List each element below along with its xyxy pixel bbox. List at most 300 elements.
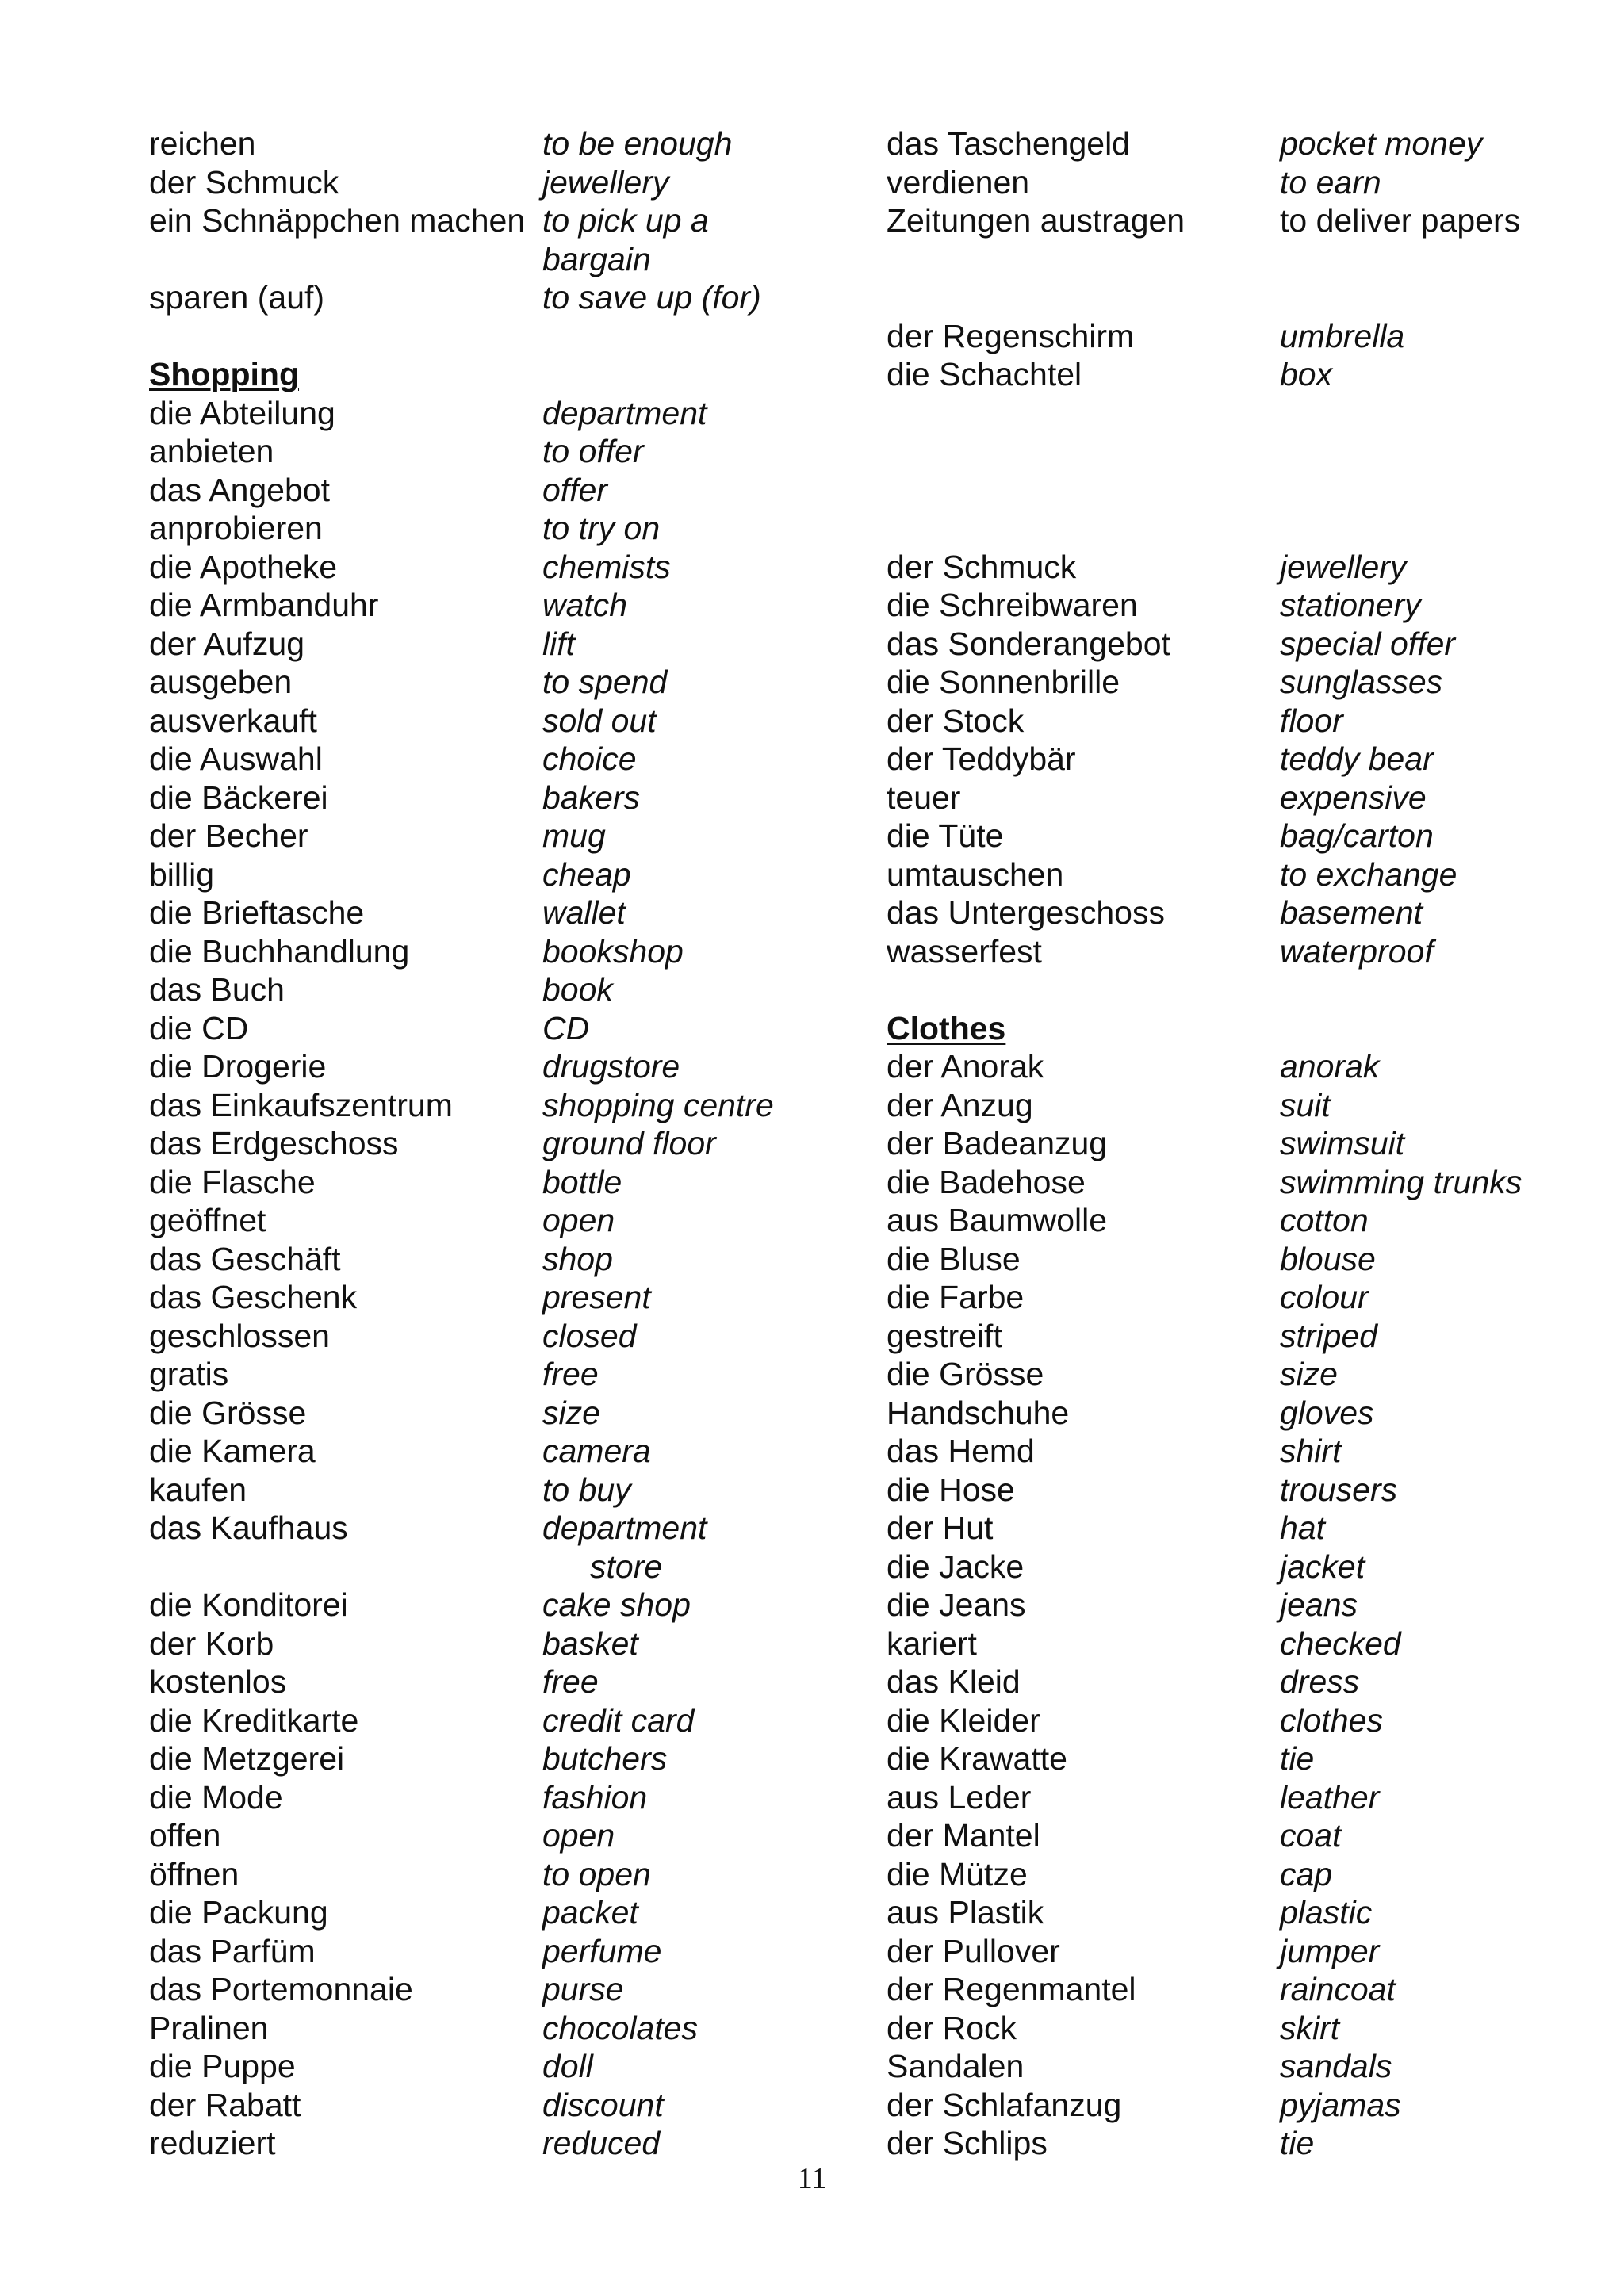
vocab-row [887, 932, 1600, 971]
english-translation: shopping centre [542, 1086, 774, 1123]
german-term: die Abteilung [149, 394, 335, 431]
english-translation: free [542, 1663, 599, 1700]
english-translation: to open [542, 1855, 651, 1892]
vocab-row [149, 240, 847, 279]
english-translation: cake shop [542, 1586, 691, 1623]
vocab-row [149, 2124, 847, 2163]
german-term: die Krawatte [887, 1740, 1067, 1777]
german-term: öffnen [149, 1855, 239, 1892]
german-term: reduziert [149, 2125, 276, 2161]
english-translation: chocolates [542, 2009, 699, 2046]
english-translation: anorak [1280, 1048, 1380, 1085]
german-term: die CD [149, 1009, 249, 1047]
german-term: Zeitungen austragen [887, 202, 1185, 239]
vocab-row [887, 586, 1600, 625]
english-translation: umbrella [1280, 317, 1405, 354]
english-translation: to be enough [542, 125, 733, 162]
german-term: die Apotheke [149, 548, 338, 585]
german-term: das Buch [149, 971, 285, 1008]
german-term: sparen (auf) [149, 279, 325, 316]
german-term: die Bluse [887, 1240, 1021, 1277]
vocab-row [149, 1701, 847, 1740]
german-term: das Taschengeld [887, 125, 1130, 162]
vocab-row [149, 1355, 847, 1394]
english-translation: to save up (for) [542, 279, 761, 316]
vocab-row [887, 1970, 1600, 2009]
german-term: kariert [887, 1624, 977, 1662]
vocab-row [149, 1047, 847, 1086]
german-term: die Konditorei [149, 1586, 348, 1623]
vocab-row [887, 163, 1600, 202]
english-translation: waterproof [1280, 932, 1434, 970]
german-term: verdienen [887, 163, 1030, 201]
vocab-row [149, 278, 847, 317]
english-translation: open [542, 1817, 615, 1854]
english-translation: book [542, 971, 613, 1008]
english-translation: free [542, 1356, 599, 1392]
english-translation: blouse [1280, 1240, 1376, 1277]
vocab-row [887, 1163, 1600, 1202]
section-heading-text: Shopping [149, 356, 300, 392]
vocab-row [887, 471, 1600, 510]
german-term: der Anorak [887, 1048, 1044, 1085]
german-term: die Hose [887, 1471, 1015, 1508]
vocab-row [887, 240, 1600, 279]
english-translation: camera [542, 1433, 651, 1469]
german-term: aus Baumwolle [887, 1202, 1108, 1238]
vocab-row [887, 1932, 1600, 1971]
vocab-row [149, 509, 847, 548]
vocab-row [887, 702, 1600, 740]
english-translation: wallet [542, 894, 626, 931]
vocab-row [887, 894, 1600, 932]
english-translation: shop [542, 1240, 613, 1277]
english-translation: suit [1280, 1086, 1331, 1123]
vocab-row [149, 894, 847, 932]
english-translation: chemists [542, 548, 671, 585]
vocab-row [887, 355, 1600, 394]
german-term: umtauschen [887, 855, 1064, 893]
english-translation: teddy bear [1280, 740, 1434, 777]
vocab-row [887, 663, 1600, 702]
vocab-row [149, 1471, 847, 1510]
vocab-row [887, 278, 1600, 317]
vocab-row [149, 2009, 847, 2048]
english-translation: jeans [1280, 1586, 1358, 1623]
german-term: anbieten [149, 433, 274, 469]
vocab-row [149, 1432, 847, 1471]
german-term: das Geschenk [149, 1279, 358, 1315]
english-translation: floor [1280, 702, 1343, 739]
german-term: das Portemonnaie [149, 1971, 413, 2007]
english-translation: doll [542, 2048, 593, 2084]
german-term: der Rabatt [149, 2086, 301, 2123]
vocab-row [887, 625, 1600, 664]
english-translation: shirt [1280, 1433, 1342, 1469]
german-term: die Kreditkarte [149, 1701, 359, 1739]
vocab-column-left [149, 124, 847, 2163]
vocab-row [149, 932, 847, 971]
german-term: die Armbanduhr [149, 587, 379, 623]
english-translation: plastic [1280, 1894, 1373, 1931]
german-term: das Einkaufszentrum [149, 1086, 453, 1123]
german-term: ein Schnäppchen machen [149, 202, 526, 239]
english-translation: jumper [1280, 1932, 1380, 1969]
english-translation: bag/carton [1280, 817, 1434, 854]
vocab-row [149, 1624, 847, 1663]
german-term: die Schreibwaren [887, 587, 1138, 623]
vocab-row [149, 625, 847, 664]
vocab-row [149, 1317, 847, 1356]
english-translation: to buy [542, 1471, 631, 1508]
english-translation: discount [542, 2086, 664, 2123]
vocab-row [887, 2047, 1600, 2086]
german-term: die Sonnenbrille [887, 664, 1120, 700]
english-translation: swimsuit [1280, 1125, 1405, 1161]
english-translation: pocket money [1280, 125, 1483, 162]
english-translation: colour [1280, 1279, 1369, 1315]
vocab-row [887, 1086, 1600, 1125]
german-term: der Teddybär [887, 740, 1076, 777]
english-translation: bookshop [542, 932, 684, 970]
german-term: die Metzgerei [149, 1740, 345, 1777]
english-translation: jewellery [542, 163, 669, 201]
english-translation: ground floor [542, 1125, 716, 1161]
german-term: der Korb [149, 1624, 274, 1662]
german-term: ausverkauft [149, 702, 317, 739]
vocab-row [149, 124, 847, 163]
vocab-row [887, 1047, 1600, 1086]
vocab-row [149, 1932, 847, 1971]
german-term: das Hemd [887, 1433, 1035, 1469]
german-term: reichen [149, 125, 256, 162]
english-translation: clothes [1280, 1701, 1383, 1739]
english-translation: pyjamas [1280, 2086, 1401, 2123]
english-translation: to exchange [1280, 855, 1457, 893]
english-translation: cap [1280, 1855, 1333, 1892]
german-term: die Mode [149, 1778, 283, 1816]
english-translation: box [1280, 356, 1333, 392]
vocab-row [887, 2086, 1600, 2125]
english-translation: stationery [1280, 587, 1421, 623]
section-heading [149, 355, 847, 394]
english-translation: striped [1280, 1317, 1378, 1354]
vocab-row [149, 1586, 847, 1624]
german-term: geöffnet [149, 1202, 266, 1238]
english-translation: tie [1280, 2125, 1315, 2161]
english-translation: packet [542, 1894, 638, 1931]
english-translation: checked [1280, 1624, 1401, 1662]
vocab-row [149, 1855, 847, 1894]
german-term: die Kleider [887, 1701, 1040, 1739]
german-term: der Stock [887, 702, 1025, 739]
english-translation: to earn [1280, 163, 1381, 201]
vocab-row [149, 663, 847, 702]
english-translation: butchers [542, 1740, 668, 1777]
german-term: die Grösse [887, 1356, 1044, 1392]
german-term: die Mütze [887, 1855, 1028, 1892]
vocab-row [149, 817, 847, 855]
english-translation: bargain [542, 240, 651, 277]
german-term: gratis [149, 1356, 229, 1392]
english-translation: size [1280, 1356, 1338, 1392]
vocab-row [149, 1509, 847, 1548]
english-translation: lift [542, 625, 575, 662]
vocab-row [887, 317, 1600, 356]
vocab-row [887, 1240, 1600, 1279]
vocab-row [149, 779, 847, 817]
english-translation: department [542, 394, 707, 431]
english-translation: to pick up a [542, 202, 709, 239]
section-heading-text: Clothes [887, 1009, 1006, 1047]
vocab-row [887, 1394, 1600, 1433]
german-term: anprobieren [149, 510, 323, 546]
vocab-row [149, 163, 847, 202]
english-translation: tie [1280, 1740, 1315, 1777]
english-translation: to spend [542, 664, 668, 700]
english-translation: skirt [1280, 2009, 1340, 2046]
german-term: die Drogerie [149, 1048, 327, 1085]
vocab-row [149, 1778, 847, 1817]
german-term: die Buchhandlung [149, 932, 410, 970]
vocab-row [887, 740, 1600, 779]
german-term: aus Plastik [887, 1894, 1044, 1931]
german-term: die Tüte [887, 817, 1004, 854]
german-term: das Kleid [887, 1663, 1021, 1700]
german-term: die Packung [149, 1894, 328, 1931]
vocab-row [887, 1663, 1600, 1701]
vocab-row [887, 1893, 1600, 1932]
german-term: die Jeans [887, 1586, 1026, 1623]
german-term: ausgeben [149, 664, 293, 700]
english-translation: choice [542, 740, 637, 777]
german-term: wasserfest [887, 932, 1042, 970]
vocab-row [149, 702, 847, 740]
vocab-row [149, 740, 847, 779]
german-term: das Geschäft [149, 1240, 341, 1277]
vocab-row [887, 1778, 1600, 1817]
vocab-row [149, 2086, 847, 2125]
english-translation: purse [542, 1971, 624, 2007]
german-term: die Farbe [887, 1279, 1025, 1315]
english-translation: store [590, 1548, 663, 1585]
english-translation: gloves [1280, 1394, 1374, 1431]
german-term: der Anzug [887, 1086, 1033, 1123]
vocab-row [887, 817, 1600, 855]
german-term: der Schmuck [887, 548, 1077, 585]
english-translation: coat [1280, 1817, 1342, 1854]
vocab-row [887, 1432, 1600, 1471]
german-term: gestreift [887, 1317, 1002, 1354]
english-translation: sold out [542, 702, 657, 739]
vocab-row [149, 1739, 847, 1778]
vocab-row [149, 1124, 847, 1163]
english-translation: CD [542, 1009, 590, 1047]
vocab-row [887, 1471, 1600, 1510]
vocab-row [149, 1970, 847, 2009]
vocab-row [887, 2009, 1600, 2048]
german-term: Pralinen [149, 2009, 269, 2046]
vocab-row [149, 2047, 847, 2086]
english-translation: swimming trunks [1280, 1163, 1522, 1200]
german-term: das Kaufhaus [149, 1510, 348, 1546]
english-translation: offer [542, 471, 608, 508]
german-term: das Parfüm [149, 1932, 316, 1969]
vocab-row [887, 1586, 1600, 1624]
english-translation: leather [1280, 1778, 1380, 1816]
english-translation: closed [542, 1317, 637, 1354]
vocab-row [887, 509, 1600, 548]
english-translation: special offer [1280, 625, 1456, 662]
english-translation: department [542, 1510, 707, 1546]
vocab-row [149, 1086, 847, 1125]
english-translation: present [542, 1279, 651, 1315]
vocab-row [149, 432, 847, 471]
english-translation: hat [1280, 1510, 1325, 1546]
german-term: der Schlips [887, 2125, 1048, 2161]
english-translation: basket [542, 1624, 638, 1662]
english-translation: size [542, 1394, 600, 1431]
vocab-row [149, 970, 847, 1009]
english-translation: to offer [542, 433, 644, 469]
vocab-row [149, 1394, 847, 1433]
vocab-row [887, 1855, 1600, 1894]
german-term: der Schlafanzug [887, 2086, 1122, 2123]
english-translation: raincoat [1280, 1971, 1396, 2007]
vocab-row [149, 1663, 847, 1701]
vocab-row [887, 1124, 1600, 1163]
english-translation: basement [1280, 894, 1423, 931]
vocab-row [149, 471, 847, 510]
vocab-row [149, 1201, 847, 1240]
vocab-row [149, 1548, 847, 1586]
german-term: die Bäckerei [149, 779, 328, 816]
german-term: das Angebot [149, 471, 330, 508]
vocab-row [887, 779, 1600, 817]
vocab-row [149, 1009, 847, 1048]
english-translation: bottle [542, 1163, 622, 1200]
german-term: kostenlos [149, 1663, 287, 1700]
german-term: der Badeanzug [887, 1125, 1108, 1161]
english-translation: watch [542, 587, 628, 623]
german-term: der Mantel [887, 1817, 1040, 1854]
german-term: das Sonderangebot [887, 625, 1170, 662]
english-translation: drugstore [542, 1048, 680, 1085]
vocab-row [149, 1893, 847, 1932]
german-term: die Kamera [149, 1433, 316, 1469]
english-translation: reduced [542, 2125, 661, 2161]
german-term: geschlossen [149, 1317, 330, 1354]
vocab-row [887, 124, 1600, 163]
english-translation: perfume [542, 1932, 662, 1969]
vocab-row [149, 586, 847, 625]
section-heading [887, 1009, 1600, 1048]
vocab-row [149, 1240, 847, 1279]
vocab-row [887, 1739, 1600, 1778]
vocab-row [887, 2124, 1600, 2163]
german-term: aus Leder [887, 1778, 1032, 1816]
english-translation: credit card [542, 1701, 695, 1739]
vocab-row [887, 1548, 1600, 1586]
german-term: die Jacke [887, 1548, 1025, 1585]
english-translation: mug [542, 817, 606, 854]
german-term: die Grösse [149, 1394, 307, 1431]
vocab-row [149, 394, 847, 433]
vocab-row [149, 1816, 847, 1855]
german-term: die Badehose [887, 1163, 1086, 1200]
vocab-row [887, 1816, 1600, 1855]
english-translation: jacket [1280, 1548, 1365, 1585]
vocab-row [887, 548, 1600, 587]
german-term: das Untergeschoss [887, 894, 1165, 931]
german-term: die Schachtel [887, 356, 1082, 392]
english-translation: sunglasses [1280, 664, 1443, 700]
english-translation: fashion [542, 1778, 648, 1816]
vocab-row [887, 970, 1600, 1009]
vocab-row [149, 855, 847, 894]
german-term: kaufen [149, 1471, 247, 1508]
vocab-row [887, 1509, 1600, 1548]
german-term: billig [149, 855, 215, 893]
vocab-row [887, 1355, 1600, 1394]
vocab-row [887, 1278, 1600, 1317]
german-term: die Flasche [149, 1163, 316, 1200]
vocab-row [887, 1317, 1600, 1356]
english-translation: to deliver papers [1280, 202, 1521, 239]
english-translation: cotton [1280, 1202, 1369, 1238]
english-translation: dress [1280, 1663, 1360, 1700]
german-term: Handschuhe [887, 1394, 1070, 1431]
vocab-row [887, 855, 1600, 894]
german-term: der Becher [149, 817, 308, 854]
german-term: der Pullover [887, 1932, 1060, 1969]
english-translation: sandals [1280, 2048, 1392, 2084]
english-translation: jewellery [1280, 548, 1407, 585]
vocab-row [887, 1201, 1600, 1240]
german-term: die Puppe [149, 2048, 296, 2084]
german-term: teuer [887, 779, 961, 816]
vocab-column-right [887, 124, 1600, 2163]
vocab-row [149, 201, 847, 240]
page-number: 11 [797, 2162, 827, 2195]
english-translation: bakers [542, 779, 641, 816]
vocab-row [887, 201, 1600, 240]
vocab-row [887, 1701, 1600, 1740]
vocab-row [887, 432, 1600, 471]
vocab-row [887, 1624, 1600, 1663]
vocab-row [149, 1278, 847, 1317]
english-translation: expensive [1280, 779, 1427, 816]
vocab-row [887, 394, 1600, 433]
german-term: der Aufzug [149, 625, 305, 662]
german-term: der Rock [887, 2009, 1017, 2046]
german-term: die Brieftasche [149, 894, 365, 931]
german-term: das Erdgeschoss [149, 1125, 399, 1161]
german-term: der Schmuck [149, 163, 339, 201]
german-term: der Regenschirm [887, 317, 1135, 354]
english-translation: cheap [542, 855, 631, 893]
english-translation: open [542, 1202, 615, 1238]
vocab-row [149, 548, 847, 587]
english-translation: to try on [542, 510, 661, 546]
english-translation: trousers [1280, 1471, 1398, 1508]
vocab-row [149, 317, 847, 356]
german-term: der Regenmantel [887, 1971, 1136, 2007]
german-term: der Hut [887, 1510, 994, 1546]
german-term: die Auswahl [149, 740, 323, 777]
german-term: Sandalen [887, 2048, 1025, 2084]
vocab-row [149, 1163, 847, 1202]
